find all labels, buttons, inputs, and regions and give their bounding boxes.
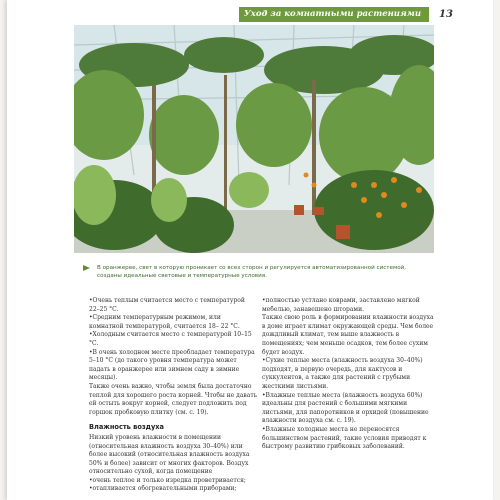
- paragraph: Также свою роль в формировании влажности воздуха в доме играет климат окружающей среды. Чем более дождливый климат, тем выше влажность в помещениях; чем меньше осадков, тем более сухим будет воздух.: [262, 314, 434, 356]
- section-heading: Влажность воздуха: [89, 423, 165, 432]
- greenhouse-photo: [74, 25, 434, 253]
- paragraph: Также очень важно, чтобы земля была достаточно теплой для хорошего роста корней. Чтобы не давать ей остыть вокруг корней, следует подложить под горшок пробковую плитку (см. с. 19).: [89, 382, 257, 416]
- running-header: Уход за комнатными растениями: [239, 7, 429, 22]
- paragraph: • Очень теплым считается место с температурой 22–25 °С.: [89, 297, 257, 314]
- paragraph: Низкий уровень влажности в помещении (относительная влажность воздуха 30–40%) или более высокий (относительная влажность воздуха 50% и более) зависит от многих факторов. Воздух относительно сухой, когда помещение: [89, 433, 250, 476]
- left-column: [89, 297, 257, 494]
- book-page: [7, 0, 493, 500]
- paragraph: • В очень холодном месте преобладает температура 5–10 °С (до такого уровня температура может падать в оранжерее или зимнем саду в зимние месяцы).: [89, 349, 257, 383]
- photo-caption: В оранжерее, свет в которую проникает со всех сторон и регулируется автоматизированной системой, созданы идеальные световые и температурные условия.: [97, 265, 407, 279]
- page-number: 13: [439, 9, 453, 20]
- paragraph: • очень теплое и только изредка проветривается;: [89, 477, 257, 486]
- paragraph: • Влажные теплые места (влажность воздуха 60%) идеальны для растений с большими мягкими листьями, для папоротников и орхидей (повышение влажности воздуха см. с. 19).: [262, 392, 434, 426]
- paragraph: • отапливается обогревательными приборами;: [89, 485, 257, 494]
- paragraph: • Влажные холодные места не переносятся большинством растений, такие условия приводят к быстрому развитию грибковых заболеваний.: [262, 426, 434, 452]
- caption-arrow-icon: [83, 265, 90, 271]
- paragraph: • Средним температурным режимом, или комнатной температурой, считается 18– 22 °С.: [89, 314, 257, 331]
- paragraph: • полностью устлано коврами, заставлено мягкой мебелью, занавешено шторами.: [262, 297, 434, 314]
- right-column: [262, 297, 434, 452]
- paragraph: • Сухие теплые места (влажность воздуха 30–40%) подходят, в первую очередь, для кактусов и суккулентов, а также для растений с грубыми жесткими листьями.: [262, 357, 434, 391]
- paragraph: • Холодным считается место с температурой 10–15 °С.: [89, 331, 257, 348]
